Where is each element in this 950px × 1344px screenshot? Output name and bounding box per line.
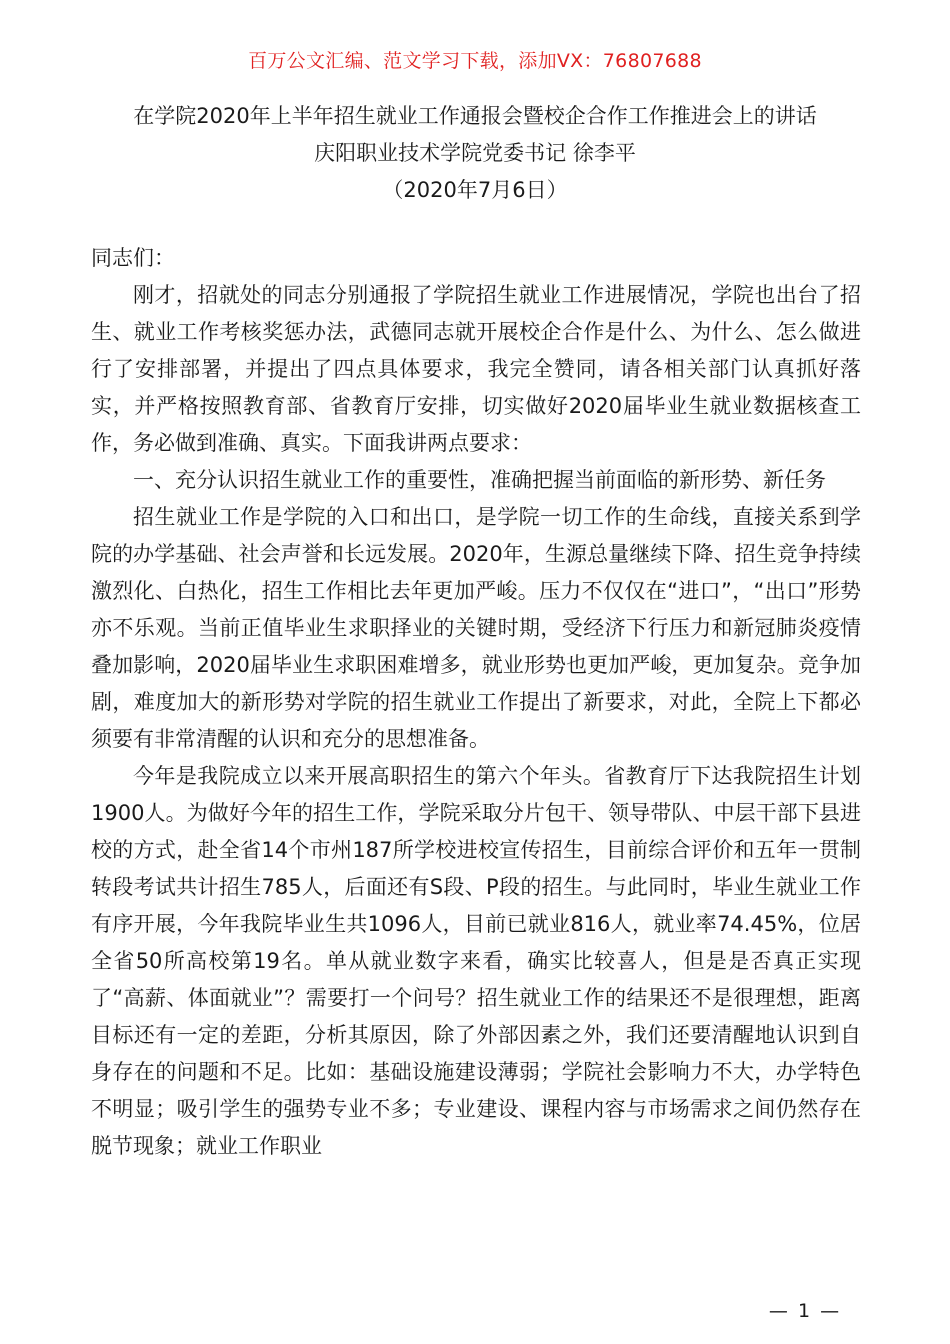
paragraph: 招生就业工作是学院的入口和出口，是学院一切工作的生命线，直接关系到学院的办学基础、社会声誉和长远发展。2020年，生源总量继续下降、招生竞争持续激烈化、白热化，招生工作相比去年更加严峻。压力不仅仅在“进口”，“出口”形势亦不乐观。当前正值毕业生求职择业的关键时期，受经济下行压力和新冠肺炎疫情叠加影响，2020届毕业生求职困难增多，就业形势也更加严峻，更加复杂。竞争加剧，难度加大的新形势对学院的招生就业工作提出了新要求，对此，全院上下都必须要有非常清醒的认识和充分的思想准备。 — [91, 505, 861, 751]
header-banner: 百万公文汇编、范文学习下载，添加VX：76807688 — [248, 50, 702, 72]
document-title: 在学院2020年上半年招生就业工作通报会暨校企合作工作推进会上的讲话 — [133, 104, 817, 128]
title-block — [0, 98, 950, 209]
paragraph: 刚才，招就处的同志分别通报了学院招生就业工作进展情况，学院也出台了招生、就业工作考核奖惩办法，武德同志就开展校企合作是什么、为什么、怎么做进行了安排部署，并提出了四点具体要求，我完全赞同，请各相关部门认真抓好落实，并严格按照教育部、省教育厅安排，切实做好2020届毕业生就业数据核查工作，务必做到准确、真实。下面我讲两点要求： — [91, 283, 861, 455]
section-heading: 一、充分认识招生就业工作的重要性，准确把握当前面临的新形势、新任务 — [133, 468, 826, 492]
salutation: 同志们： — [91, 246, 175, 270]
date-line: （2020年7月6日） — [382, 178, 568, 202]
author-line: 庆阳职业技术学院党委书记 徐李平 — [314, 141, 636, 165]
paragraph: 今年是我院成立以来开展高职招生的第六个年头。省教育厅下达我院招生计划1900人。为做好今年的招生工作，学院采取分片包干、领导带队、中层干部下县进校的方式，赴全省14个市州187所学校进校宣传招生，目前综合评价和五年一贯制转段考试共计招生785人，后面还有S段、P段的招生。与此同时，毕业生就业工作有序开展，今年我院毕业生共1096人，目前已就业816人，就业率74.45%，位居全省50所高校第19名。单从就业数字来看，确实比较喜人，但是是否真正实现了“高薪、体面就业”？需要打一个问号？招生就业工作的结果还不是很理想，距离目标还有一定的差距，分析其原因，除了外部因素之外，我们还要清醒地认识到自身存在的问题和不足。比如：基础设施建设薄弱；学院社会影响力不大，办学特色不明显；吸引学生的强势专业不多；专业建设、课程内容与市场需求之间仍然存在脱节现象；就业工作职业 — [91, 764, 861, 1158]
document-body — [91, 240, 861, 1165]
page-number: — 1 — — [768, 1300, 842, 1322]
